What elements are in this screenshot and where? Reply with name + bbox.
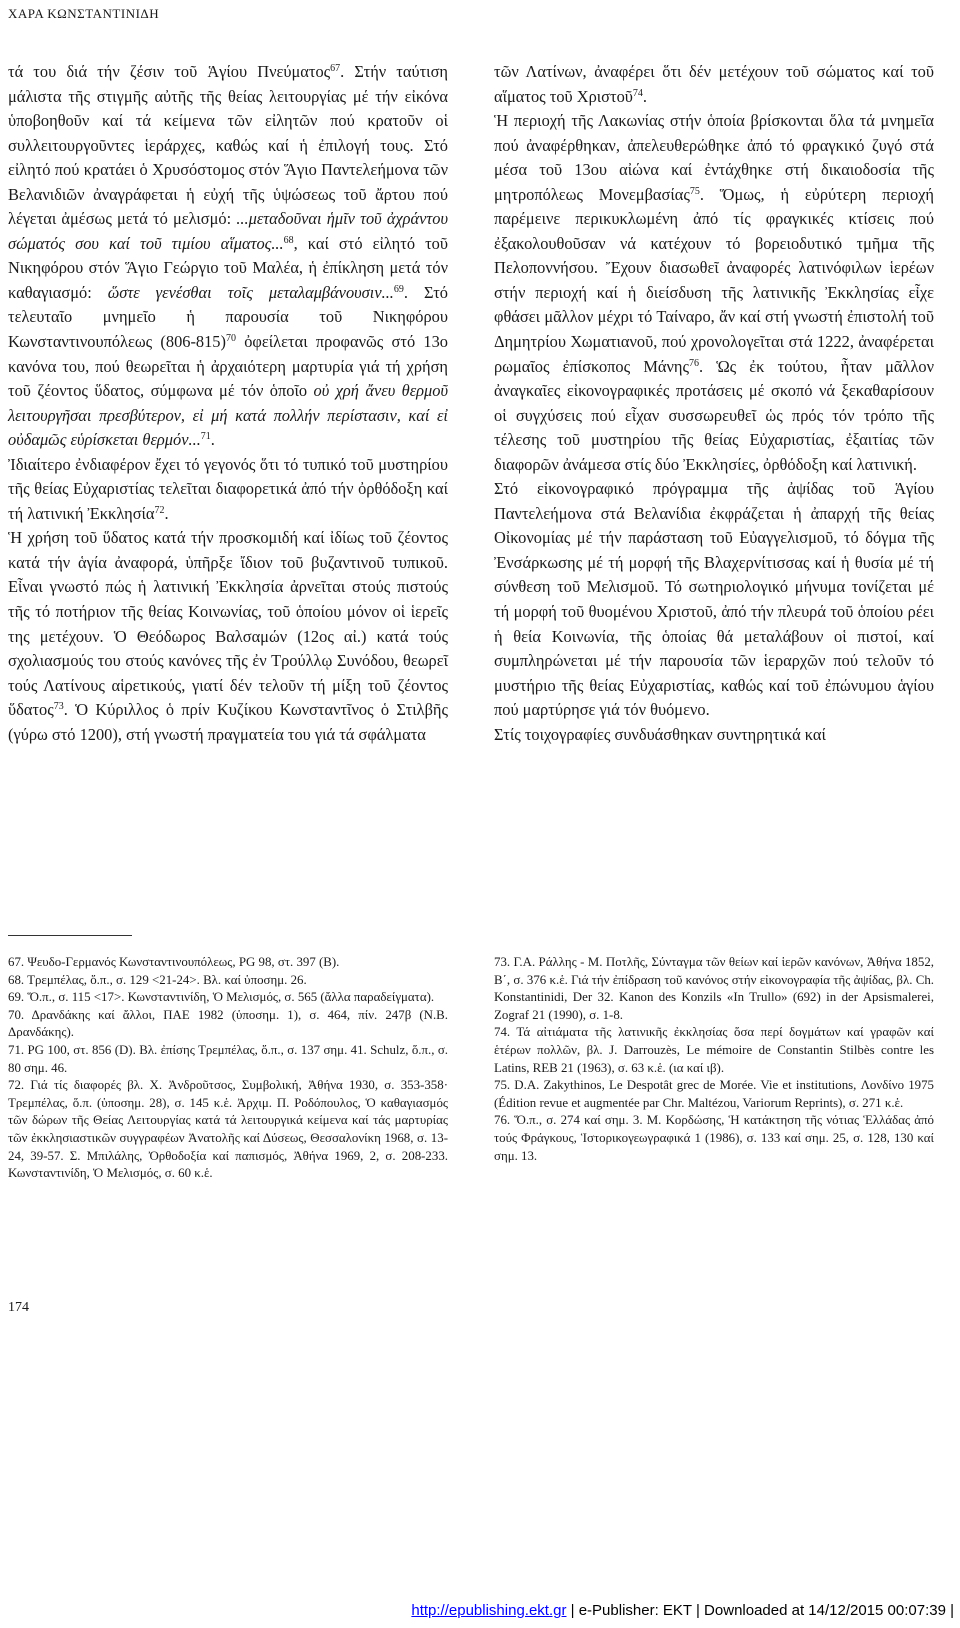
text-run: τῶν Λατίνων, ἀναφέρει ὅτι δέν μετέχουν τοῦ σώματος καί τοῦ αἵματος τοῦ Χριστοῦ (494, 62, 934, 106)
text-run: . Στήν ταύτιση μάλιστα τῆς στιγμῆς αὐτῆς τῆς θείας λειτουργίας μέ τήν εἰκόνα ὑποβοηθοῦν καί τά κείμενα τῶν εἰλητῶν πού κρατοῦν οἱ συλλειτουργοῦντες ἱεράρχες, καθώς καί ἡ ἐπιλογή τους. Στό εἰλητό πού κρατάει ὁ Χρυσόστομος στόν Ἅγιο Παντελεήμονα τῶν Βελανιδιῶν ἀναγράφεται ἡ εὐχή τῆς ὑψώσεως τοῦ ἄρτου πού λέγεται ἀμέσως μετά τό μελισμό: (8, 62, 448, 229)
quote-italic: ...μεταδοῦναι ἡμῖν τοῦ ἀχράντου σώματός σου καί τοῦ τιμίου αἵματος... (8, 209, 448, 253)
footnotes-left (8, 954, 448, 1183)
footnote-74: 74. Τά αἰτιάματα τῆς λατινικῆς ἐκκλησίας ὅσα περί δογμάτων καί γραφῶν καί ἑτέρων πολλῶν, βλ. J. Darrouzès, Le mémoire de Constantin Stilbès contre les Latins, REB 21 (1963), σ. 63 κ.ἑ. (ια καί ιβ). (494, 1025, 934, 1075)
text-run: Ἡ χρήση τοῦ ὕδατος κατά τήν προσκομιδή καί ἰδίως τοῦ ζέοντος κατά τήν ἁγία ἀναφορά, ὑπῆρξε ἴδιον τοῦ βυζαντινοῦ τυπικοῦ. Εἶναι γνωστό πώς ἡ λατινική Ἐκκλησία ἀρνεῖται στούς πιστούς τῆς τό ποτήριον τῆς θείας Κοινωνίας, τοῦ ὁποίου μόνον οἱ ἱερεῖς της μετέχουν. Ὁ Θεόδωρος Βαλσαμών (12ος αἰ.) κατά τούς σχολιασμούς του στούς κανόνες τῆς ἐν Τρούλλῳ Συνόδου, θεωρεῖ τούς Λατίνους αἱρετικούς, γιατί δέν τελοῦν τή μίξη τοῦ ζέοντος ὕδατος (8, 528, 448, 720)
footnote-72: 72. Γιά τίς διαφορές βλ. Χ. Ἀνδροῦτσος, Συμβολική, Ἀθήνα 1930, σ. 353-358· Τρεμπέλας, ὅ.π. (ὑποσημ. 28), σ. 145 κ.ἑ. Ἀρχιμ. Π. Ροδόπουλος, Ὁ καθαγιασμός τῶν δώρων τῆς Θείας Λειτουργίας κατά τά λειτουργικά κείμενα καί τάς μαρτυρίας τῶν ἐκκλησιαστικῶν συγγραφέων Ἀνατολῆς καί Δύσεως, Θεσσαλονίκη 1968, σ. 13-24, 39-57. Σ. Μπιλάλης, Ὀρθοδοξία καί παπισμός, Ἀθήνα 1969, 2, σ. 208-233. Κωνσταντινίδη, Ὁ Μελισμός, σ. 60 κ.ἑ. (8, 1078, 448, 1181)
paragraph (494, 60, 934, 109)
text-run: ὀφείλεται προφανῶς στό 13ο κανόνα του, πού θεωρεῖται ἡ ἀρχαιότερη μαρτυρία γιά τή χρήση τοῦ ζέοντος ὕδατος, σύμφωνα μέ τόν ὁποῖο (8, 332, 448, 401)
text-run: τά του διά τήν ζέσιν τοῦ Ἁγίου Πνεύματος (8, 62, 331, 81)
footnote-67: 67. Ψευδο-Γερμανός Κωνσταντινουπόλεως, PG 98, στ. 397 (B). (8, 955, 340, 969)
text-run: . Στό τελευταῖο μνημεῖο ἡ παρουσία τοῦ Νικηφόρου Κωνσταντινουπόλεως (806-815) (8, 282, 448, 352)
text-run: . (164, 503, 169, 523)
body-column-right (494, 60, 934, 747)
text-run: . (210, 430, 215, 450)
footnote-76: 76. Ὅ.π., σ. 274 καί σημ. 3. Μ. Κορδώσης, Ἡ κατάκτηση τῆς νότιας Ἑλλάδας ἀπό τούς Φράγκους, Ἱστορικογεωγραφικά 1 (1986), σ. 133 καί σημ. 25, σ. 128, 130 καί σημ. 13. (494, 1113, 934, 1163)
quote-italic: ὥστε γενέσθαι τοῖς μεταλαμβάνουσιν... (107, 282, 394, 302)
running-head: ΧΑΡΑ ΚΩΝΣΤΑΝΤΙΝΙΔΗ (8, 6, 160, 21)
text-run: Στό εἰκονογραφικό πρόγραμμα τῆς ἀψίδας τοῦ Ἁγίου Παντελεήμονα στά Βελανίδια ἐκφράζεται ἡ ἀπαρχή τῆς θείας Οἰκονομίας μέ τήν παράσταση τοῦ Εὐαγγελισμοῦ, τό δόγμα τῆς Ἐνσάρκωσης μέ τή μορφή τῆς Βλαχερνίτισσας καί ἡ θυσία μέ τή σύνθεση τοῦ Μελισμοῦ. Τό σωτηριολογικό μήνυμα τονίζεται μέ τή μορφή τοῦ θυομένου Χριστοῦ, ἀπό τήν πλευρά τοῦ ὁποίου ρέει ἡ θεία Κοινωνία, τῆς ὁποίας θά μεταλάβουν οἱ πιστοί, καί συμπληρώνεται μέ τήν παρουσία τῶν ἱεραρχῶν πού τελοῦν τό μυστήριο τῆς θείας Εὐχαριστίας, καθώς καί τοῦ ἐπώνυμου ἁγίου πού μαρτύρησε γιά τόν θυόμενο. (494, 479, 934, 720)
paragraph (8, 453, 448, 527)
footnote-75: 75. D.A. Zakythinos, Le Despotât grec de Morée. Vie et institutions, Λονδίνο 1975 (Édition revue et augmentée par Chr. Maltézou, Variorum Reprints), σ. 271 κ.ἑ. (494, 1078, 934, 1110)
text-run: , καί στό εἰλητό τοῦ Νικηφόρου στόν Ἅγιο Γεώργιο τοῦ Μαλέα, ἡ ἐπίκληση μετά τόν καθαγιασμό: (8, 233, 448, 302)
footnote-ref: 71 (200, 431, 211, 443)
quote-italic: οὐ χρή ἄνευ θερμοῦ λειτουργῆσαι πρεσβύτερον, εἰ μή κατά πολλήν περίστασιν, καί εἰ οὐδαμῶς εὑρίσκεται θερμόν... (8, 381, 448, 450)
download-footer (411, 1602, 954, 1619)
footnote-69: 69. Ὅ.π., σ. 115 <17>. Κωνσταντινίδη, Ὁ Μελισμός, σ. 565 (ἄλλα παραδείγματα). (8, 990, 435, 1005)
text-run: . Ὅμως, ἡ εὐρύτερη περιοχή παρέμεινε περικυκλωμένη ἀπό τίς φραγκικές κτίσεις πού ἐξακολουθοῦσαν νά κατέχουν τό βορειοδυτικό τμῆμα τῆς Πελοποννήσου. Ἔχουν διασωθεῖ ἀναφορές λατινόφιλων ἱερέων στήν περιοχή καί ἡ διείσδυση τῆς λατινικῆς Ἐκκλησίας εἶχε φθάσει μᾶλλον μέχρι τό Ταίναρο, ἄν καί στή γνωστή ἐπιστολή τοῦ Δημητρίου Χωματιανοῦ, πού χρονολογεῖται στά 1222, ἀναφέρεται ρωμαῖος ἐπίσκοπος Μάνης (494, 184, 934, 376)
text-run: Στίς τοιχογραφίες συνδυάσθηκαν συντηρητικά καί (494, 724, 826, 744)
paragraph (8, 60, 448, 453)
text-run: Ἰδιαίτερο ἐνδιαφέρον ἔχει τό γεγονός ὅτι τό τυπικό τοῦ μυστηρίου τῆς θείας Εὐχαριστίας τελεῖται διαφορετικά ἀπό τήν ὀρθόδοξη καί τή λατινική Ἐκκλησία (8, 454, 448, 523)
text-run: Ἡ περιοχή τῆς Λακωνίας στήν ὁποία βρίσκονται ὅλα τά μνημεῖα πού ἀναφέρθηκαν, ἀπελευθερώθηκε ἀπό τό φραγκικό ζυγό στά μέσα τοῦ 13ου αἰώνα καί ἐντάχθηκε στή δικαιοδοσία τῆς μητροπόλεως Μονεμβασίας (494, 111, 934, 204)
body-column-left (8, 60, 448, 747)
text-run: . Ὁ Κύριλλος ὁ πρίν Κυζίκου Κωνσταντῖνος ὁ Στιλβῆς (γύρω στό 1200), στή γνωστή πραγματεία του γιά τά σφάλματα (8, 700, 448, 744)
publisher-link[interactable]: http://epublishing.ekt.gr (411, 1602, 567, 1619)
text-run: . (642, 86, 648, 106)
footnote-70: 70. Δρανδάκης καί ἄλλοι, ΠΑΕ 1982 (ὑποσημ. 1), σ. 464, πίν. 247β (Ν.Β. Δρανδάκης). (8, 1007, 448, 1040)
paragraph (494, 477, 934, 722)
footnote-ref: 72 (154, 504, 165, 516)
footer-text: | e-Publisher: EKT | Downloaded at 14/12/2015 00:07:39 | (566, 1602, 954, 1619)
footnote-ref: 76 (688, 357, 699, 369)
footnote-ref: 70 (225, 333, 236, 345)
paragraph (494, 109, 934, 477)
footnote-68: 68. Τρεμπέλας, ὅ.π., σ. 129 <21-24>. Βλ. καί ὑποσημ. 26. (8, 972, 307, 987)
footnote-ref: 73 (53, 701, 64, 713)
footnote-separator (8, 935, 132, 936)
footnote-ref: 74 (632, 87, 643, 99)
footnote-ref: 68 (283, 234, 294, 246)
footnote-ref: 75 (689, 185, 700, 197)
footnotes-right (494, 954, 934, 1165)
page-number: 174 (8, 1300, 29, 1315)
footnote-73: 73. Γ.Α. Ράλλης - Μ. Ποτλῆς, Σύνταγμα τῶν θείων καί ἱερῶν κανόνων, Ἀθήνα 1852, Β΄, σ. 376 κ.ἑ. Γιά τήν ἐπίδραση τοῦ κανόνος στήν εἰκονογραφία τῆς ἀψίδας, βλ. Ch. Konstantinidi, Der 32. Kanon des Konzils «In Trullo» (692) in der Apsismalerei, Zograf 21 (1990), σ. 1-8. (494, 955, 934, 1022)
text-run: . Ὡς ἐκ τούτου, ἦταν μᾶλλον ἀναγκαῖες εἰκονογραφικές προτάσεις μέ σκοπό νά ξεκαθαρίσουν οἱ συγχύσεις πού εἶχαν συσσωρευθεῖ ὡς πρός τόν τρόπο τῆς τέλεσης τοῦ μυστηρίου τῆς θείας Εὐχαριστίας, ἐξαιτίας τῶν διαφορῶν ἀνάμεσα στίς δύο Ἐκκλησίες, ὀρθόδοξη καί λατινική. (494, 356, 935, 474)
footnote-ref: 69 (393, 283, 404, 295)
paragraph (8, 526, 448, 747)
footnote-71: 71. PG 100, στ. 856 (D). Βλ. ἐπίσης Τρεμπέλας, ὅ.π., σ. 137 σημ. 41. Schulz, ὅ.π., σ. 80 σημ. 46. (8, 1042, 448, 1075)
footnote-ref: 67 (330, 63, 341, 74)
paragraph (494, 723, 934, 748)
